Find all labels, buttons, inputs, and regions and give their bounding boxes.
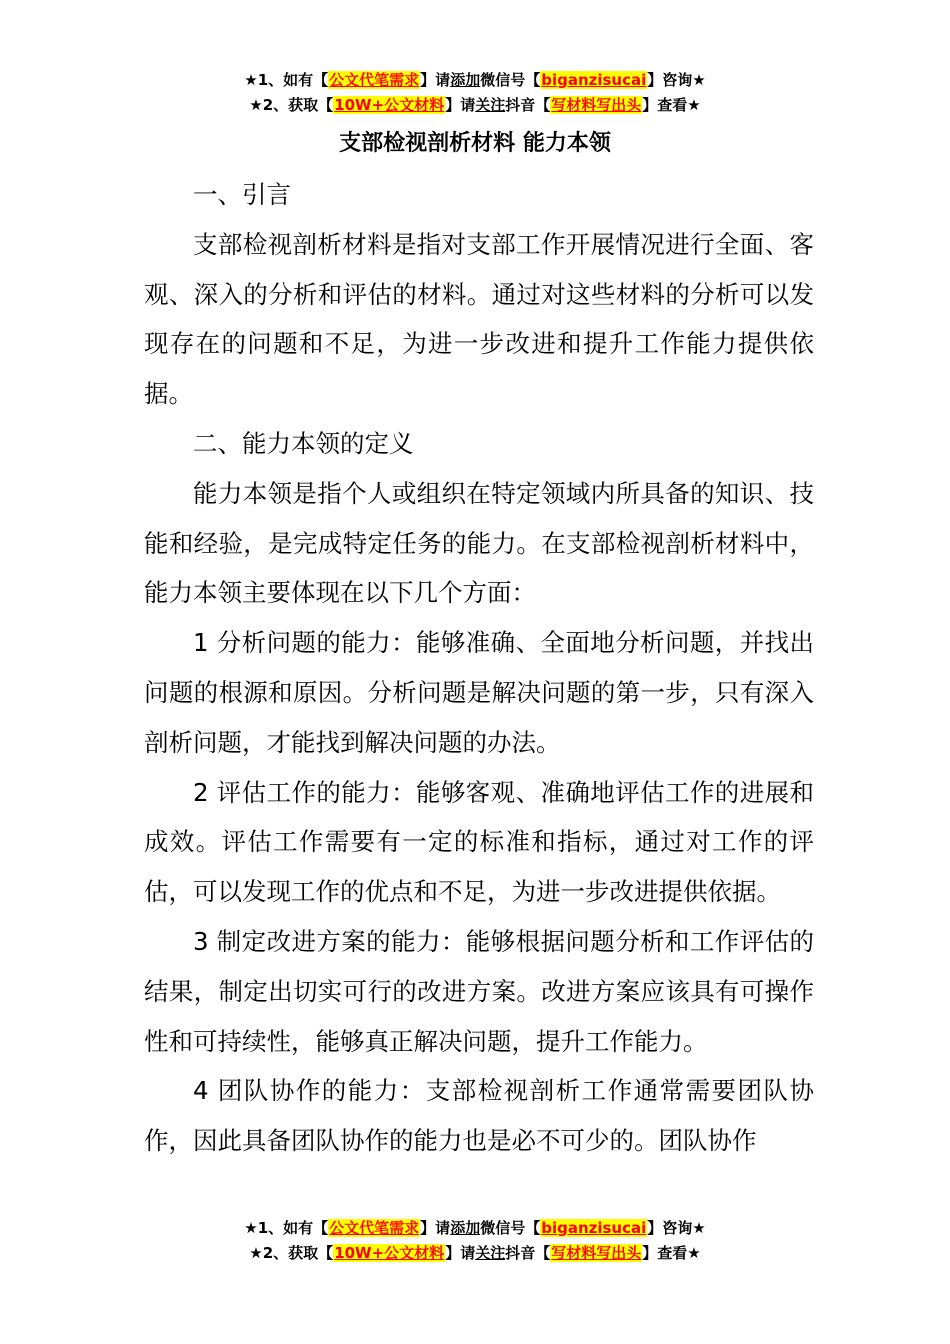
promo-text: 抖音【 xyxy=(505,1244,551,1262)
promo-wechat-id: biganzisucai xyxy=(541,71,647,89)
promo-highlight: 10W+公文材料 xyxy=(334,96,445,114)
promo-emphasis: 添加 xyxy=(450,71,481,89)
body-paragraph: 支部检视剖析材料是指对支部工作开展情况进行全面、客观、深入的分析和评估的材料。通过对这些材料的分析可以发现存在的问题和不足，为进一步改进和提升工作能力提供依据。 xyxy=(144,229,814,409)
promo-text: ★2、获取【 xyxy=(249,96,334,114)
promo-text: 抖音【 xyxy=(505,96,551,114)
promo-text: 微信号【 xyxy=(480,71,541,89)
promo-text: 】咨询★ xyxy=(647,1219,706,1237)
body-paragraph: 4 团队协作的能力：支部检视剖析工作通常需要团队协作，因此具备团队协作的能力也是必不可少的。团队协作 xyxy=(144,1076,814,1156)
promo-text: 微信号【 xyxy=(480,1219,541,1237)
promo-header xyxy=(0,68,950,118)
promo-line-2 xyxy=(0,93,950,118)
body-paragraph: 1 分析问题的能力：能够准确、全面地分析问题，并找出问题的根源和原因。分析问题是解决问题的第一步，只有深入剖析问题，才能找到解决问题的办法。 xyxy=(144,628,814,757)
promo-text: 】查看★ xyxy=(642,96,701,114)
promo-text: 】请 xyxy=(420,1219,451,1237)
body-paragraph: 2 评估工作的能力：能够客观、准确地评估工作的进展和成效。评估工作需要有一定的标准和指标，通过对工作的评估，可以发现工作的优点和不足，为进一步改进提供依据。 xyxy=(144,777,814,907)
document-body xyxy=(144,170,814,1166)
promo-emphasis: 关注 xyxy=(475,96,506,114)
promo-douyin-id: 写材料写出头 xyxy=(551,1244,642,1262)
promo-text: 】请 xyxy=(445,1244,476,1262)
promo-text: 】请 xyxy=(445,96,476,114)
promo-text: 】请 xyxy=(420,71,451,89)
promo-highlight: 公文代笔需求 xyxy=(329,1219,420,1237)
promo-douyin-id: 写材料写出头 xyxy=(551,96,642,114)
promo-highlight: 10W+公文材料 xyxy=(334,1244,445,1262)
promo-text: 】查看★ xyxy=(642,1244,701,1262)
body-paragraph: 3 制定改进方案的能力：能够根据问题分析和工作评估的结果，制定出切实可行的改进方案。改进方案应该具有可操作性和可持续性，能够真正解决问题，提升工作能力。 xyxy=(144,926,814,1056)
promo-emphasis: 添加 xyxy=(450,1219,481,1237)
body-paragraph: 能力本领是指个人或组织在特定领域内所具备的知识、技能和经验，是完成特定任务的能力。在支部检视剖析材料中，能力本领主要体现在以下几个方面： xyxy=(144,478,814,608)
promo-text: ★1、如有【 xyxy=(244,1219,329,1237)
promo-text: 】咨询★ xyxy=(647,71,706,89)
promo-text: ★2、获取【 xyxy=(249,1244,334,1262)
promo-highlight: 公文代笔需求 xyxy=(329,71,420,89)
promo-wechat-id: biganzisucai xyxy=(541,1219,647,1237)
promo-footer xyxy=(0,1216,950,1266)
section-heading: 一、引言 xyxy=(193,180,291,209)
promo-line-2 xyxy=(0,1241,950,1266)
section-heading: 二、能力本领的定义 xyxy=(193,428,414,458)
promo-line-1 xyxy=(0,68,950,93)
promo-emphasis: 关注 xyxy=(475,1244,506,1262)
promo-line-1 xyxy=(0,1216,950,1241)
promo-text: ★1、如有【 xyxy=(244,71,329,89)
document-title: 支部检视剖析材料 能力本领 xyxy=(339,131,611,156)
